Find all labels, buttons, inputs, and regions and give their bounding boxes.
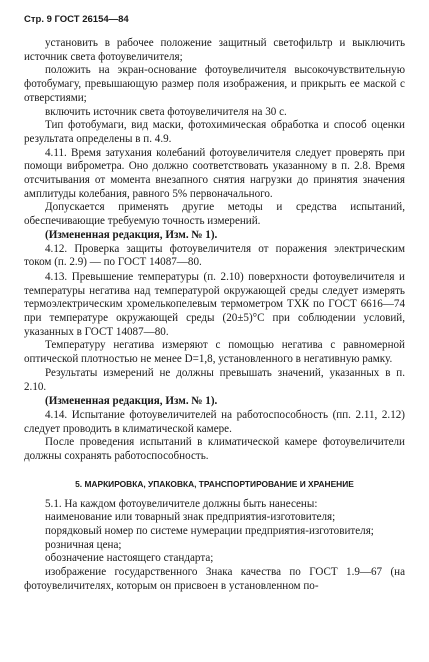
paragraph-negative-temperature: Температуру негатива измеряют с помощью негатива с равномерной оптической плотностью не менее D=1,8, установленного в негативную рамку. <box>24 339 405 366</box>
paragraph-4-11: 4.11. Время затухания колебаний фотоувеличителя следует проверять при помощи виброметра. Оно должно соответствовать указанному в п. 2.8. Время отсчитывания от момента внезапного снятия нагрузки до принятия значения амплитуды колебания, равного 5% первоначального. <box>24 146 405 200</box>
paragraph-4-14: 4.14. Испытание фотоувеличителей на работоспособность (пп. 2.11, 2.12) следует проводить в климатической камере. <box>24 408 405 435</box>
paragraph-other-methods: Допускается применять другие методы и средства испытаний, обеспечивающие требуемую точность измерений. <box>24 201 405 228</box>
amendment-note: (Измененная редакция, Изм. № 1). <box>45 228 218 241</box>
paragraph-paper-type: Тип фотобумаги, вид маски, фотохимическая обработка и способ оценки результата определены в п. 4.9. <box>24 119 405 145</box>
paragraph-4-12: 4.12. Проверка защиты фотоувеличителя от поражения электрическим током (п. 2.9) — по ГОСТ 14087—80. <box>24 242 405 269</box>
section-title: 5. МАРКИРОВКА, УПАКОВКА, ТРАНСПОРТИРОВАНИЕ И ХРАНЕНИЕ <box>75 478 354 489</box>
paragraph-results: Результаты измерений не должны превышать значений, указанных в п. 2.10. <box>24 366 405 393</box>
list-item: обозначение настоящего стандарта; <box>45 552 214 565</box>
paragraph-4-13: 4.13. Превышение температуры (п. 2.10) поверхности фотоувеличителя и температуры негатива над температурой окружающей среды следует измерять термоэлектрическим хромелькопелевым термометром ТХК по ГОСТ 6616—74 при температуре окружающей среды (20±5)°С при соблюдении условий, указанных в ГОСТ 14087—80. <box>24 270 405 338</box>
list-item: розничная цена; <box>45 538 122 551</box>
list-item: изображение государственного Знака качества по ГОСТ 1.9—67 (на фотоувеличителях, которым он присвоен в установленном по- <box>24 566 405 592</box>
paragraph-light-on: включить источник света фотоувеличителя на 30 с. <box>45 105 287 118</box>
page-header: Стр. 9 ГОСТ 26154—84 <box>24 14 129 25</box>
paragraph-after-tests: После проведения испытаний в климатической камере фотоувеличители должны сохранять работоспособность. <box>24 436 405 463</box>
amendment-note: (Измененная редакция, Изм. № 1). <box>45 395 218 408</box>
paragraph-light-filter: установить в рабочее положение защитный светофильтр и выключить источник света фотоувеличителя; <box>24 37 405 63</box>
document-body <box>24 37 405 593</box>
list-item: порядковый номер по системе нумерации предприятия-изготовителя; <box>45 524 374 537</box>
paragraph-photo-paper: положить на экран-основание фотоувеличителя высокочувствительную фотобумагу, превышающую размер поля изображения, и прикрыть ее маской с отверстиями; <box>24 64 405 104</box>
list-item: наименование или товарный знак предприятия-изготовителя; <box>45 511 336 524</box>
paragraph-5-1: 5.1. На каждом фотоувеличителе должны быть нанесены: <box>45 497 318 510</box>
